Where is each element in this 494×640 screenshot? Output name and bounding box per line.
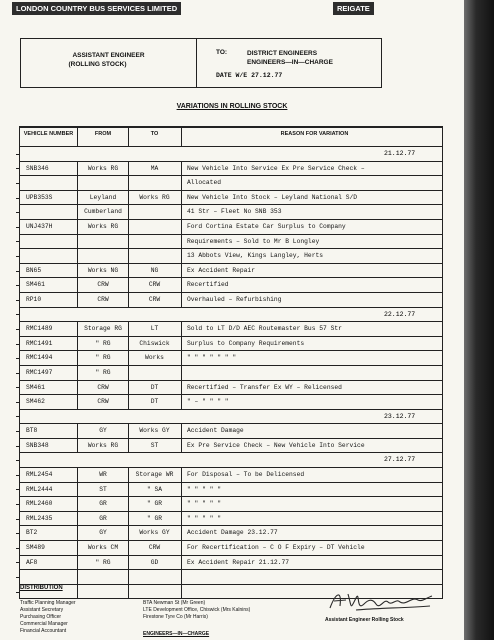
row-tick-mark bbox=[16, 344, 20, 345]
vehicle-number-cell bbox=[20, 205, 78, 219]
company-header: LONDON COUNTRY BUS SERVICES LIMITED bbox=[12, 2, 181, 15]
reason-cell: " " " " " bbox=[187, 514, 222, 522]
to-cell: Storage WR bbox=[128, 468, 182, 482]
from-cell bbox=[78, 235, 129, 249]
table-row bbox=[20, 511, 442, 526]
vehicle-number-cell: BT8 bbox=[20, 424, 78, 438]
table-row bbox=[20, 248, 442, 263]
vehicle-number-cell: RMC1494 bbox=[20, 351, 78, 365]
from-cell: " RG bbox=[78, 337, 129, 351]
to-cell: Works bbox=[128, 351, 182, 365]
table-row bbox=[20, 161, 442, 176]
row-tick-mark bbox=[16, 227, 20, 228]
vehicle-number-cell: BT2 bbox=[20, 526, 78, 540]
header-to: TO bbox=[128, 128, 182, 146]
row-tick-mark bbox=[16, 198, 20, 199]
row-tick-mark bbox=[16, 285, 20, 286]
section-date: 23.12.77 bbox=[384, 412, 416, 420]
to-cell bbox=[128, 585, 182, 599]
reason-cell: Requirements – Sold to Mr B Longley bbox=[187, 237, 320, 245]
from-cell: GR bbox=[78, 497, 129, 511]
table-header-row bbox=[20, 126, 442, 146]
from-cell: CRW bbox=[78, 381, 129, 395]
reason-cell bbox=[181, 570, 442, 584]
reason-cell: " " " " " bbox=[187, 500, 222, 508]
table-row bbox=[20, 234, 442, 249]
to-line-2: ENGINEERS—IN—CHARGE bbox=[247, 59, 333, 66]
to-recipients bbox=[247, 49, 333, 67]
location-header: REIGATE bbox=[333, 2, 374, 15]
from-cell: Leyland bbox=[78, 191, 129, 205]
distribution-item: Purchasing Officer bbox=[20, 614, 62, 620]
vehicle-number-cell: SM489 bbox=[20, 541, 78, 555]
row-tick-mark bbox=[16, 358, 20, 359]
table-row bbox=[20, 292, 442, 307]
table-row bbox=[20, 569, 442, 584]
signature-title: Assistant Engineer Rolling Stock bbox=[325, 617, 404, 623]
row-tick-mark bbox=[16, 562, 20, 563]
from-cell: " RG bbox=[78, 366, 129, 380]
header-from: FROM bbox=[78, 128, 129, 146]
distribution-heading: DISTRIBUTION bbox=[20, 585, 63, 591]
document-title: VARIATIONS IN ROLLING STOCK bbox=[176, 103, 288, 110]
vehicle-number-cell: SM462 bbox=[20, 395, 78, 409]
header-vehicle-number: VEHICLE NUMBER bbox=[20, 128, 78, 146]
vehicle-number-cell: RML2460 bbox=[20, 497, 78, 511]
from-cell: Works RG bbox=[78, 162, 129, 176]
from-line-2: (ROLLING STOCK) bbox=[68, 61, 127, 68]
memo-divider bbox=[196, 39, 197, 87]
reason-cell: Allocated bbox=[187, 179, 222, 187]
vehicle-number-cell bbox=[20, 235, 78, 249]
from-cell: WR bbox=[78, 468, 129, 482]
row-tick-mark bbox=[16, 373, 20, 374]
vehicle-number-cell: RML2435 bbox=[20, 512, 78, 526]
table-row bbox=[20, 496, 442, 511]
vehicle-number-cell: RML2454 bbox=[20, 468, 78, 482]
section-date: 21.12.77 bbox=[384, 150, 416, 157]
to-cell: DT bbox=[128, 381, 182, 395]
row-tick-mark bbox=[16, 577, 20, 578]
vehicle-number-cell bbox=[20, 570, 78, 584]
vehicle-number-cell bbox=[20, 176, 78, 190]
from-cell: GY bbox=[78, 424, 129, 438]
from-line-1: ASSISTANT ENGINEER bbox=[72, 52, 145, 59]
distribution-item: BTA Newman St (Mr Green) bbox=[143, 600, 206, 606]
row-tick-mark bbox=[16, 154, 20, 155]
to-cell: NG bbox=[128, 264, 182, 278]
to-cell bbox=[128, 176, 182, 190]
to-label: TO: bbox=[216, 49, 228, 56]
to-cell bbox=[128, 570, 182, 584]
variations-table bbox=[19, 126, 443, 599]
from-cell bbox=[78, 249, 129, 263]
to-cell: MA bbox=[128, 162, 182, 176]
date-section-row bbox=[20, 452, 442, 467]
table-row bbox=[20, 525, 442, 540]
table-row bbox=[20, 219, 442, 234]
vehicle-number-cell: UNJ437H bbox=[20, 220, 78, 234]
from-cell bbox=[78, 570, 129, 584]
vehicle-number-cell: AF8 bbox=[20, 556, 78, 570]
row-tick-mark bbox=[16, 533, 20, 534]
from-cell: Cumberland bbox=[78, 205, 129, 219]
distribution-item: LTE Development Office, Chiswick (Mrs Kalnins) bbox=[143, 607, 251, 613]
distribution-item: Commercial Manager bbox=[20, 621, 68, 627]
to-cell: Chiswick bbox=[128, 337, 182, 351]
table-row bbox=[20, 263, 442, 278]
reason-cell: Ex Accident Repair bbox=[187, 266, 256, 274]
from-cell: CRW bbox=[78, 395, 129, 409]
section-date: 22.12.77 bbox=[384, 310, 416, 318]
vehicle-number-cell: RML2444 bbox=[20, 483, 78, 497]
table-row bbox=[20, 336, 442, 351]
to-cell: " GR bbox=[128, 497, 182, 511]
reason-cell bbox=[181, 366, 442, 380]
reason-cell: For Recertification – C O F Expiry – DT Vehicle bbox=[187, 544, 365, 552]
row-tick-mark bbox=[16, 212, 20, 213]
row-tick-mark bbox=[16, 431, 20, 432]
from-cell: Works CM bbox=[78, 541, 129, 555]
date-section-row bbox=[20, 409, 442, 424]
from-cell: GR bbox=[78, 512, 129, 526]
reason-cell: " " " " " " " bbox=[187, 354, 237, 362]
reason-cell: Sold to LT D/D AEC Routemaster Bus 57 Str bbox=[187, 325, 342, 333]
row-tick-mark bbox=[16, 314, 20, 315]
reason-cell: Ex Pre Service Check – New Vehicle Into Service bbox=[187, 441, 365, 449]
from-cell: " RG bbox=[78, 351, 129, 365]
date-section-row bbox=[20, 307, 442, 322]
row-tick-mark bbox=[16, 300, 20, 301]
distribution-item: Financial Accountant bbox=[20, 628, 67, 634]
from-cell bbox=[78, 176, 129, 190]
row-tick-mark bbox=[16, 519, 20, 520]
distribution-item: Firestone Tyre Co (Mr Harris) bbox=[143, 614, 208, 620]
reason-cell: Recertified – Transfer Ex WY – Relicensed bbox=[187, 383, 342, 391]
reason-cell: Accident Damage 23.12.77 bbox=[187, 529, 278, 537]
to-cell: Works RG bbox=[128, 191, 182, 205]
reason-cell: New Vehicle Into Service Ex Pre Service Check – bbox=[187, 164, 365, 172]
reason-cell: Accident Damage bbox=[187, 427, 244, 435]
row-tick-mark bbox=[16, 387, 20, 388]
vehicle-number-cell: UPB353S bbox=[20, 191, 78, 205]
memo-header-box bbox=[20, 38, 382, 88]
to-cell bbox=[128, 249, 182, 263]
to-cell: GD bbox=[128, 556, 182, 570]
to-cell: CRW bbox=[128, 541, 182, 555]
to-cell: " GR bbox=[128, 512, 182, 526]
table-row bbox=[20, 380, 442, 395]
row-tick-mark bbox=[16, 183, 20, 184]
row-tick-mark bbox=[16, 504, 20, 505]
to-cell bbox=[128, 205, 182, 219]
to-cell: LT bbox=[128, 322, 182, 336]
vehicle-number-cell: RP10 bbox=[20, 293, 78, 307]
distribution-item: Assistant Secretary bbox=[20, 607, 64, 613]
distribution-list-left bbox=[20, 600, 76, 635]
reason-cell: " " " " " bbox=[187, 485, 222, 493]
memo-date: DATE W/E 27.12.77 bbox=[216, 72, 283, 79]
table-row bbox=[20, 190, 442, 205]
reason-cell: Ford Cortina Estate Car Surplus to Company bbox=[187, 222, 346, 230]
reason-cell: 41 Str – Fleet No SNB 353 bbox=[187, 208, 282, 216]
row-tick-mark bbox=[16, 592, 20, 593]
vehicle-number-cell bbox=[20, 249, 78, 263]
table-row bbox=[20, 175, 442, 190]
reason-cell: For Disposal – To be Delicensed bbox=[187, 471, 305, 479]
from-cell: CRW bbox=[78, 278, 129, 292]
to-cell: Works GY bbox=[128, 526, 182, 540]
row-tick-mark bbox=[16, 168, 20, 169]
to-cell bbox=[128, 235, 182, 249]
table-row bbox=[20, 555, 442, 570]
row-tick-mark bbox=[16, 548, 20, 549]
row-tick-mark bbox=[16, 271, 20, 272]
vehicle-number-cell: RMC1489 bbox=[20, 322, 78, 336]
table-row bbox=[20, 350, 442, 365]
reason-cell: Recertified bbox=[187, 281, 229, 289]
table-row bbox=[20, 277, 442, 292]
vehicle-number-cell: SM461 bbox=[20, 381, 78, 395]
from-cell: Works RG bbox=[78, 439, 129, 453]
distribution-list-middle bbox=[143, 600, 250, 621]
table-row bbox=[20, 438, 442, 453]
vehicle-number-cell: SM461 bbox=[20, 278, 78, 292]
vehicle-number-cell: RMC1491 bbox=[20, 337, 78, 351]
vehicle-number-cell: BN65 bbox=[20, 264, 78, 278]
reason-cell: Overhauled – Refurbishing bbox=[187, 295, 282, 303]
from-cell: ST bbox=[78, 483, 129, 497]
row-tick-mark bbox=[16, 460, 20, 461]
to-cell: DT bbox=[128, 395, 182, 409]
to-line-1: DISTRICT ENGINEERS bbox=[247, 50, 318, 57]
to-cell: CRW bbox=[128, 278, 182, 292]
reason-cell: 13 Abbots View, Kings Langley, Herts bbox=[187, 252, 324, 260]
to-cell: Works GY bbox=[128, 424, 182, 438]
to-cell bbox=[128, 366, 182, 380]
table-row bbox=[20, 467, 442, 482]
header-reason: REASON FOR VARIATION bbox=[280, 131, 349, 137]
reason-cell: Ex Accident Repair 21.12.77 bbox=[187, 558, 290, 566]
to-cell: ST bbox=[128, 439, 182, 453]
section-date: 27.12.77 bbox=[384, 456, 416, 464]
row-tick-mark bbox=[16, 256, 20, 257]
table-row bbox=[20, 540, 442, 555]
row-tick-mark bbox=[16, 416, 20, 417]
table-row bbox=[20, 321, 442, 336]
table-row bbox=[20, 365, 442, 380]
vehicle-number-cell: RMC1497 bbox=[20, 366, 78, 380]
from-block bbox=[21, 51, 196, 69]
vehicle-number-cell: SNB346 bbox=[20, 162, 78, 176]
from-cell: Works RG bbox=[78, 220, 129, 234]
handwritten-signature bbox=[326, 588, 436, 614]
table-row bbox=[20, 394, 442, 409]
date-section-row bbox=[20, 146, 442, 161]
from-cell: CRW bbox=[78, 293, 129, 307]
row-tick-mark bbox=[16, 489, 20, 490]
table-row bbox=[20, 204, 442, 219]
from-cell: Works NG bbox=[78, 264, 129, 278]
row-tick-mark bbox=[16, 241, 20, 242]
to-cell bbox=[128, 220, 182, 234]
from-cell: " RG bbox=[78, 556, 129, 570]
vehicle-number-cell: SNB348 bbox=[20, 439, 78, 453]
to-cell: " SA bbox=[128, 483, 182, 497]
reason-cell: " – " " " " bbox=[187, 398, 229, 406]
row-tick-mark bbox=[16, 446, 20, 447]
table-row bbox=[20, 482, 442, 497]
row-tick-mark bbox=[16, 329, 20, 330]
from-cell: Storage RG bbox=[78, 322, 129, 336]
from-cell: GY bbox=[78, 526, 129, 540]
reason-cell: Surplus to Company Requirements bbox=[187, 339, 305, 347]
from-cell bbox=[78, 585, 129, 599]
to-cell: CRW bbox=[128, 293, 182, 307]
distribution-item: Traffic Planning Manager bbox=[20, 600, 76, 606]
row-tick-mark bbox=[16, 402, 20, 403]
table-row bbox=[20, 423, 442, 438]
engineers-in-charge-heading: ENGINEERS—IN—CHARGE bbox=[143, 631, 210, 637]
reason-cell: New Vehicle Into Stock – Leyland National S/D bbox=[187, 193, 358, 201]
scan-edge-shadow bbox=[464, 0, 494, 640]
row-tick-mark bbox=[16, 475, 20, 476]
